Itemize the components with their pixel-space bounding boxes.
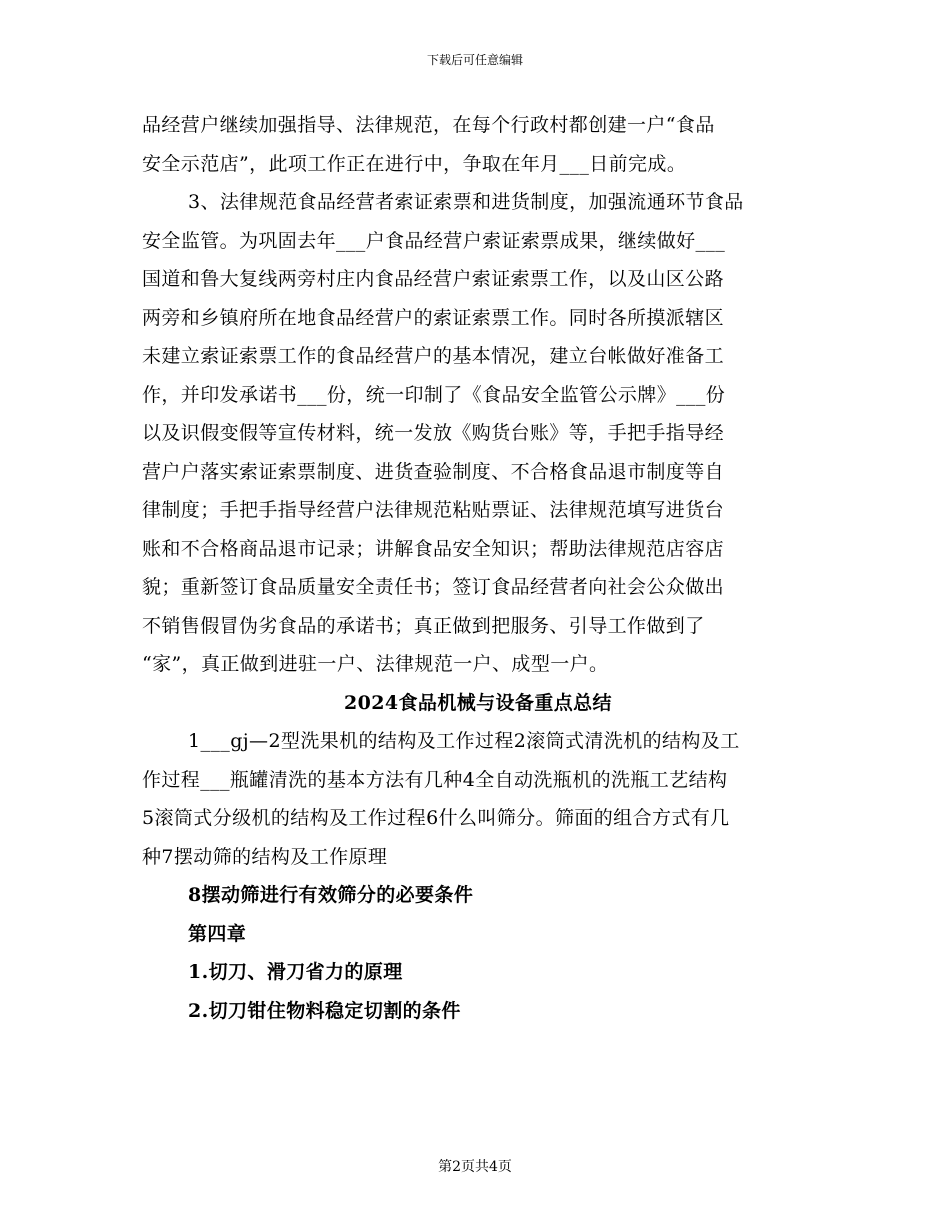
page-number: 第2页共4页 [438,1159,512,1175]
section-title: 2024食品机械与设备重点总结 [344,691,612,714]
document-body [142,106,814,1030]
text-line: 安全示范店”，此项工作正在进行中，争取在年月___日前完成。 [142,152,687,175]
paragraph-food-operators [142,106,814,183]
text-line: 作，并印发承诺书___份，统一印制了《食品安全监管公示牌》___份 [142,383,726,406]
bold-item: 2.切刀钳住物料稳定切割的条件 [188,999,461,1022]
page-header: 下载后可任意编辑 [426,53,523,67]
text-line: 未建立索证索票工作的食品经营户的基本情况，建立台帐做好准备工 [142,345,725,367]
paragraph-machinery-topics [142,722,814,876]
text-line: 种7摆动筛的结构及工作原理 [142,845,388,868]
text-line: “家”，真正做到进驻一户、法律规范一户、成型一户。 [142,653,609,675]
paragraph-certification-system [142,183,814,684]
text-line: 1___gj—2型洗果机的结构及工作过程2滚筒式清洗机的结构及工 [188,730,740,752]
text-line: 作过程___瓶罐清洗的基本方法有几种4全自动洗瓶机的洗瓶工艺结构 [142,768,728,791]
bold-item: 1.切刀、滑刀省力的原理 [188,961,403,983]
bold-item: 8摆动筛进行有效筛分的必要条件 [188,884,474,906]
text-line: 律制度；手把手指导经营户法律规范粘贴票证、法律规范填写进货台 [142,499,725,521]
text-line: 营户户落实索证索票制度、进货查验制度、不合格食品退市制度等自 [142,460,725,483]
text-line: 3、法律规范食品经营者索证索票和进货制度，加强流通环节食品 [188,191,744,213]
text-line: 国道和鲁大复线两旁村庄内食品经营户索证索票工作，以及山区公路 [142,268,725,290]
text-line: 安全监管。为巩固去年___户食品经营户索证索票成果，继续做好___ [142,229,726,252]
text-line: 不销售假冒伪劣食品的承诺书；真正做到把服务、引导工作做到了 [142,614,705,637]
text-line: 5滚筒式分级机的结构及工作过程6什么叫筛分。筛面的组合方式有几 [142,807,730,829]
text-line: 账和不合格商品退市记录；讲解食品安全知识；帮助法律规范店容店 [142,537,725,560]
text-line: 品经营户继续加强指导、法律规范，在每个行政村都创建一户“食品 [142,114,715,136]
chapter-heading: 第四章 [188,922,247,945]
text-line: 两旁和乡镇府所在地食品经营户的索证索票工作。同时各所摸派辖区 [142,306,725,329]
text-line: 以及识假变假等宣传材料，统一发放《购货台账》等，手把手指导经 [142,422,725,444]
text-line: 貌；重新签订食品质量安全责任书；签订食品经营者向社会公众做出 [142,576,725,598]
